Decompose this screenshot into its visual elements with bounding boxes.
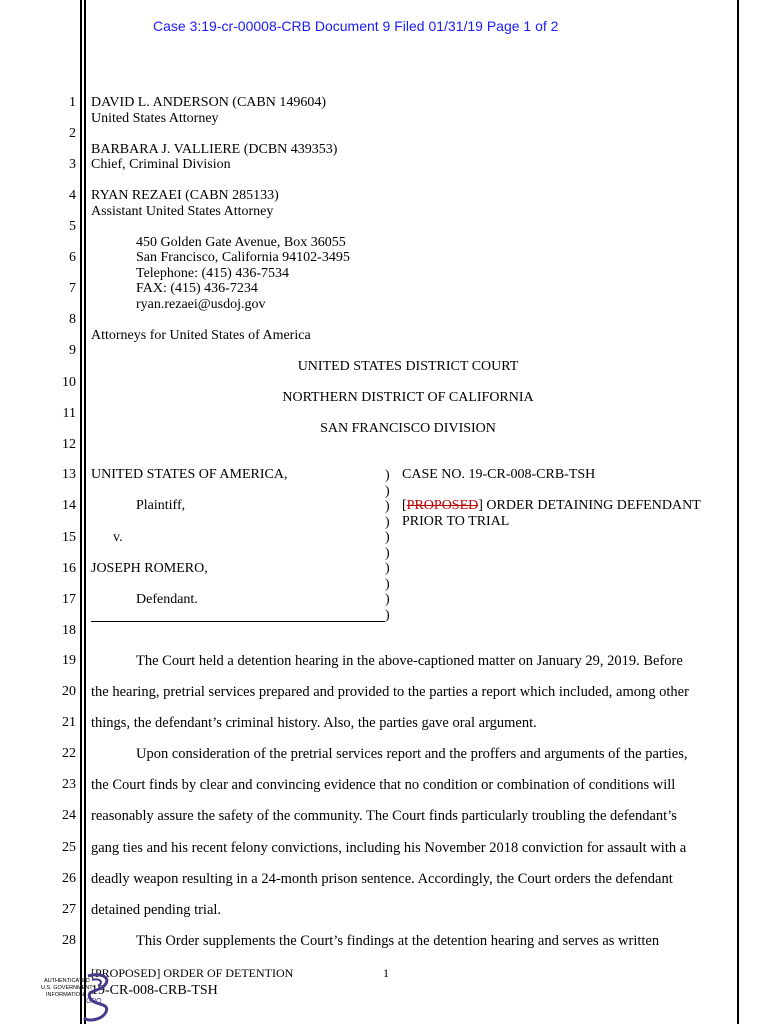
- court-district: NORTHERN DISTRICT OF CALIFORNIA: [282, 390, 534, 405]
- line-number: 9: [69, 343, 76, 358]
- line-number: 3: [69, 157, 76, 172]
- document-title-rest: ] ORDER DETAINING DEFENDANT: [478, 498, 701, 513]
- line-number: 24: [62, 808, 76, 823]
- line-number: 11: [62, 406, 76, 421]
- email: ryan.rezaei@usdoj.gov: [136, 297, 266, 312]
- attorney-name-1: DAVID L. ANDERSON (CABN 149604): [91, 95, 327, 110]
- footer-case-number: 19-CR-008-CRB-TSH: [91, 983, 218, 998]
- caption-parens: ) ) ) ) ) ) ) ) ) ): [385, 468, 390, 623]
- telephone: Telephone: (415) 436-7534: [136, 266, 289, 281]
- seal-text-1: AUTHENTICATED: [44, 978, 90, 984]
- seal-text-4: GPO: [86, 998, 102, 1005]
- document-title-line-2: PRIOR TO TRIAL: [402, 514, 510, 529]
- line-number: 16: [62, 561, 76, 576]
- plaintiff-name: UNITED STATES OF AMERICA,: [91, 467, 288, 482]
- line-number: 2: [69, 126, 76, 141]
- line-number: 21: [62, 715, 76, 730]
- body-line-25: gang ties and his recent felony convictions, including his November 2018 conviction for assault with a: [91, 840, 687, 856]
- line-number: 1: [69, 95, 76, 110]
- body-line-24: reasonably assure the safety of the community. The Court finds particularly troubling the defendant’s: [91, 808, 677, 824]
- ecf-header: Case 3:19-cr-00008-CRB Document 9 Filed 01/31/19 Page 1 of 2: [153, 18, 559, 34]
- defendant-name: JOSEPH ROMERO,: [91, 561, 208, 576]
- body-line-22: Upon consideration of the pretrial services report and the proffers and arguments of the parties,: [136, 746, 688, 762]
- footer-page-number: 1: [383, 966, 389, 980]
- line-number: 19: [62, 653, 76, 668]
- body-line-20: the hearing, pretrial services prepared and provided to the parties a report which included, among other: [91, 684, 689, 700]
- line-number: 26: [62, 871, 76, 886]
- line-number: 12: [62, 437, 76, 452]
- proposed-strikethrough: PROPOSED: [406, 498, 479, 513]
- fax: FAX: (415) 436-7234: [136, 281, 258, 296]
- body-line-23: the Court finds by clear and convincing evidence that no condition or combination of conditions will: [91, 777, 676, 793]
- case-number: CASE NO. 19-CR-008-CRB-TSH: [402, 467, 596, 482]
- defendant-label: Defendant.: [136, 592, 198, 607]
- line-number: 18: [62, 623, 76, 638]
- versus: v.: [113, 530, 123, 545]
- line-number: 14: [62, 498, 76, 513]
- attorney-title-1: United States Attorney: [91, 111, 219, 126]
- line-number: 28: [62, 933, 76, 948]
- attorney-title-2: Chief, Criminal Division: [91, 157, 231, 172]
- footer-title: [PROPOSED] ORDER OF DETENTION: [91, 966, 294, 980]
- line-number: 20: [62, 684, 76, 699]
- attorney-name-2: BARBARA J. VALLIERE (DCBN 439353): [91, 142, 338, 157]
- line-number: 4: [69, 188, 76, 203]
- line-number: 7: [69, 281, 76, 296]
- caption-underline: [91, 621, 385, 622]
- plaintiff-label: Plaintiff,: [136, 498, 186, 513]
- left-margin-rule: [80, 0, 82, 1024]
- line-number: 5: [69, 219, 76, 234]
- attorneys-for: Attorneys for United States of America: [91, 328, 311, 343]
- left-margin-rule-inner: [84, 0, 86, 1024]
- right-margin-rule: [737, 0, 739, 1024]
- line-number: 8: [69, 312, 76, 327]
- court-division: SAN FRANCISCO DIVISION: [320, 421, 496, 436]
- line-number: 6: [69, 250, 76, 265]
- attorney-name-3: RYAN REZAEI (CABN 285133): [91, 188, 279, 203]
- body-line-28: This Order supplements the Court’s findings at the detention hearing and serves as written: [136, 933, 660, 949]
- line-number: 15: [62, 530, 76, 545]
- address-line-1: 450 Golden Gate Avenue, Box 36055: [136, 235, 346, 250]
- line-number: 22: [62, 746, 76, 761]
- line-number: 27: [62, 902, 76, 917]
- attorney-title-3: Assistant United States Attorney: [91, 204, 274, 219]
- seal-text-2: U.S. GOVERNMENT: [41, 985, 93, 991]
- body-line-21: things, the defendant’s criminal history. Also, the parties gave oral argument.: [91, 715, 537, 731]
- line-number: 25: [62, 840, 76, 855]
- line-number: 13: [62, 467, 76, 482]
- address-line-2: San Francisco, California 94102-3495: [136, 250, 350, 265]
- seal-text-3: INFORMATION: [46, 992, 85, 998]
- line-number: 10: [62, 375, 76, 390]
- line-number: 17: [62, 592, 76, 607]
- court-name: UNITED STATES DISTRICT COURT: [297, 359, 519, 374]
- body-line-19: The Court held a detention hearing in the above-captioned matter on January 29, 2019. Before: [136, 653, 683, 669]
- document-title: [PROPOSED] ORDER DETAINING DEFENDANT: [402, 498, 701, 513]
- body-line-26: deadly weapon resulting in a 24-month prison sentence. Accordingly, the Court orders the defendant: [91, 871, 673, 887]
- body-line-27: detained pending trial.: [91, 902, 222, 918]
- line-number: 23: [62, 777, 76, 792]
